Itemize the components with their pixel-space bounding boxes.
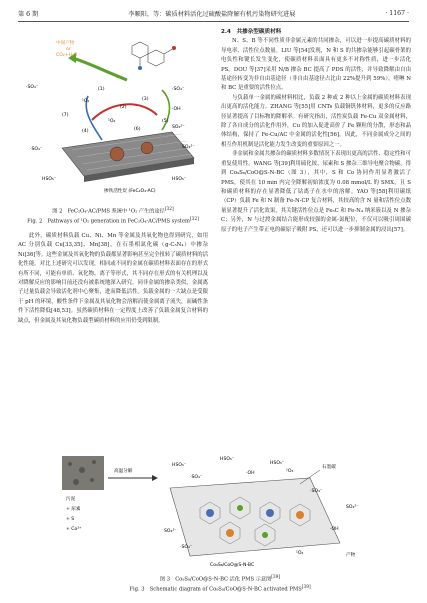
figure-3-caption-en-ref: [39]: [301, 584, 311, 590]
species-label: HSO₅⁻: [172, 463, 187, 468]
figure-3-caption-cn: 图 3 Co₉S₈/CoO@S-N-BC 活化 PMS 示意图: [159, 576, 272, 583]
pollutant-molecule: [132, 42, 174, 68]
support-label: 掺铁活性炭 (FeC₂O₄-AC): [104, 189, 156, 194]
paragraph: 与负载单一金属的碳材料相比，负载 2 种或 2 种以上金属的碳质材料表现出更高的活化能力。ZHANG 等[55]用 CNTs 负载铜钒体材料，更多的反应路径显著提高了目标物的降解率。有研究指出，活性炭负载 Fe-Cu 双金属材料，除了各自成分的活化作用外，Cu 的加入促进高价了 Fe 颗粒的分散，形态和晶体结构，保持了 Fe-Cu/AC 中金属的活化性[56]。因此，不同金属成分之间的相互作用机制是活化能力发生改变的重要原因之一。: [221, 94, 411, 148]
arrow-head: [152, 475, 158, 481]
figure-2-caption-cn-ref: [32]: [164, 207, 174, 212]
species-label: HSO₅⁻: [42, 177, 57, 182]
page-header: [18, 7, 409, 19]
sulfur-label: + S: [66, 517, 75, 522]
step-label: (3): [142, 97, 149, 102]
nitrogen-node: [237, 505, 243, 511]
page-number: · 1167 ·: [385, 9, 409, 17]
cobalt-node: [206, 509, 214, 517]
step-label: (5): [162, 119, 169, 124]
reaction-arrow: [162, 90, 170, 130]
product-label: 中间产物: [56, 41, 75, 46]
urea-label: + 尿素: [66, 507, 81, 512]
figure-2-caption-en-ref: [32]: [189, 216, 199, 222]
species-label: ·OH: [330, 527, 339, 532]
figure-2-caption: [18, 206, 208, 225]
sulfur-node: [226, 529, 234, 537]
figure-3-caption-en: Fig. 3 Schematic diagram of Co₉S₈/CoO@S-N-BC activated PMS: [129, 586, 302, 593]
sludge-label: 污泥: [66, 497, 76, 502]
sludge-photo: [62, 456, 104, 490]
figure-2-caption-cn: 图 2 FeC₂O₄-AC/PMS 系统中 ¹O₂ 产生的途径: [52, 208, 165, 215]
cobalt-label: + Co²⁺: [66, 527, 82, 532]
species-label: ·SO₄⁻: [172, 87, 185, 92]
figure-3: [60, 448, 380, 570]
species-label: ·SO₄⁻: [30, 147, 43, 152]
step-label: (1): [98, 87, 105, 92]
product-or: or: [66, 47, 71, 52]
paragraph: 非金属和金属共掺杂的碳质材料多数情况下表现出更高的活性、稳定性和可重复使用性。WANG 等[39]利用硫化铵、尿素和 S 掺杂三维导电聚合物碳，得到 Co₉S₈/CoO@S-N-BC（图 3），其中，S 和 Co 协同作用显著激活了 PMS，使其在 10 min 内完全降解初始浓度为 0.08 mmol/L 的 SMX，且 S 和碳质材料的存在显著降低了钴离子在水中的溶解。YAO 等[58]利用碳纸（CP）负载 Fe 和 N 制备 Fe-N-CP 复合材料，其较高的含 N 量和活性位点数量显著提升了活化效果，其关键活性位点是 Fe₃C 和 Fe-N₄ 纳米簇以及 N 掺杂 C；另外，N 与过渡金属结合能形成较强的金属-氮配位，不仅可以吸引周围碳原子的电子产生带正电的碳原子吸附 PS，还可以进一步抑制金属的浸出[57]。: [221, 151, 411, 233]
species-label: SO₄²⁻: [164, 529, 177, 534]
sulfur-node: [296, 511, 304, 519]
product-label: 产物: [346, 553, 356, 558]
header-rule: [18, 21, 409, 22]
molecule-atom: [172, 46, 176, 50]
species-label: ·SO₄⁻: [180, 545, 193, 550]
graphene-label: 石墨碳: [322, 465, 336, 470]
step-label: (7): [62, 113, 69, 118]
paragraph: N、S、B 等不同性质非金属元素的共同掺杂，可以进一步提高碳质材料的导电率、活性位点数量。LIU 等[54]发现，N 和 S 的共掺杂能够引起碳骨架的电负性和键长发生变化，使碳质材料表面具有更多不对称性质，进一步活化 PS。DOU 等[37]采用 N/B 掺杂 BC 提高了 PDS 的活性，并导致降解由自由基途径转变为非自由基途径（非自由基途径占比由 22%提升到 59%），喹啉 N 和 BC 是重要的活性位点。: [221, 38, 411, 92]
figure-2-caption-en: Fig. 2 Pathways of ¹O₂ generation in FeC₂O₄-AC/PMS system: [27, 218, 190, 225]
species-label: ¹O₂: [82, 99, 90, 104]
running-title: 李顺阳，等：碳质材料活化过硫酸盐降解有机污染物研究进展: [128, 10, 296, 18]
species-label: ¹O₂: [286, 469, 294, 474]
degradation-arrow: [72, 58, 127, 80]
issue-number: 第 6 期: [18, 10, 39, 18]
left-column: [18, 232, 208, 440]
species-label: ·OH: [172, 107, 181, 112]
molecule-atom: [138, 66, 142, 70]
figure-2: [22, 30, 206, 202]
step-label: (4): [82, 129, 89, 134]
paragraph: 此外，碳质材料负载 Cu、Ni、Mn 等金属及其氧化物也得到研究，如用 AC 分别负载 Cu[33,35]、Mn[38]，在石墨相氮化碳（g-C₃N₄）中掺杂 Ni[36]等。这些金属及其氧化物的负载都显著影响甚至完全扭转了碳质材料的活化性能。对比上述研究可以发现，相同或不同的金属在碳质材料表面存在的形式有所不同，可能有单质、氧化物、离子等形式，其不同存在形式的有关机理以及对降解反应的影响目前还没有被系统地深入研究。同非金属的掺杂类似，金属离子过量负载会导致活化剂中心聚集，进而降低活性。负载金属的一大缺点是受限于 pH 的环境，酸性条件下金属及其氧化物会溶解而使金属离子流失，而碱性条件下活性降低[48,53]。虽然碳质材料在一定程度上改善了负载金属复合材料的缺点，但金属及其氧化物负载型碳质材料的应用仍受到限制。: [18, 233, 208, 324]
species-label: ·SO₄⁻: [310, 489, 323, 494]
iron-particle: [110, 147, 124, 161]
figure-3-caption-cn-ref: [39]: [271, 575, 281, 580]
step-label: (6): [134, 127, 141, 132]
nitrogen-node: [262, 532, 268, 538]
right-column: [221, 28, 411, 438]
species-label: ¹O₂: [108, 119, 116, 124]
species-label: ·SO₄⁻: [190, 475, 203, 480]
catalyst-label: Co₉S₈/CoO@S-N-BC: [210, 563, 255, 568]
species-label: HSO₅⁻: [220, 457, 235, 462]
figure-3-diagram: [60, 448, 380, 570]
species-label: HSO₅⁻: [172, 177, 187, 182]
cobalt-node: [266, 509, 274, 517]
figure-2-diagram: [22, 30, 206, 202]
iron-particle: [141, 142, 153, 154]
species-label: SO₄²⁻: [172, 125, 185, 130]
product-label: CO₂+H₂O: [56, 53, 78, 58]
pyrolysis-label: 高温分解: [114, 469, 133, 474]
species-label: SO₄²⁻: [182, 145, 195, 150]
section-heading: 2.4 共掺杂型碳质材料: [221, 29, 282, 35]
species-label: ·SO₄⁻: [26, 85, 39, 90]
species-label: HSO₅⁻: [270, 461, 285, 466]
figure-3-caption: [60, 574, 380, 593]
species-label: ¹O₂: [296, 551, 304, 556]
species-label: ·OH: [246, 471, 255, 476]
step-label: (2): [120, 105, 127, 110]
species-label: SO₄²⁻: [346, 505, 359, 510]
